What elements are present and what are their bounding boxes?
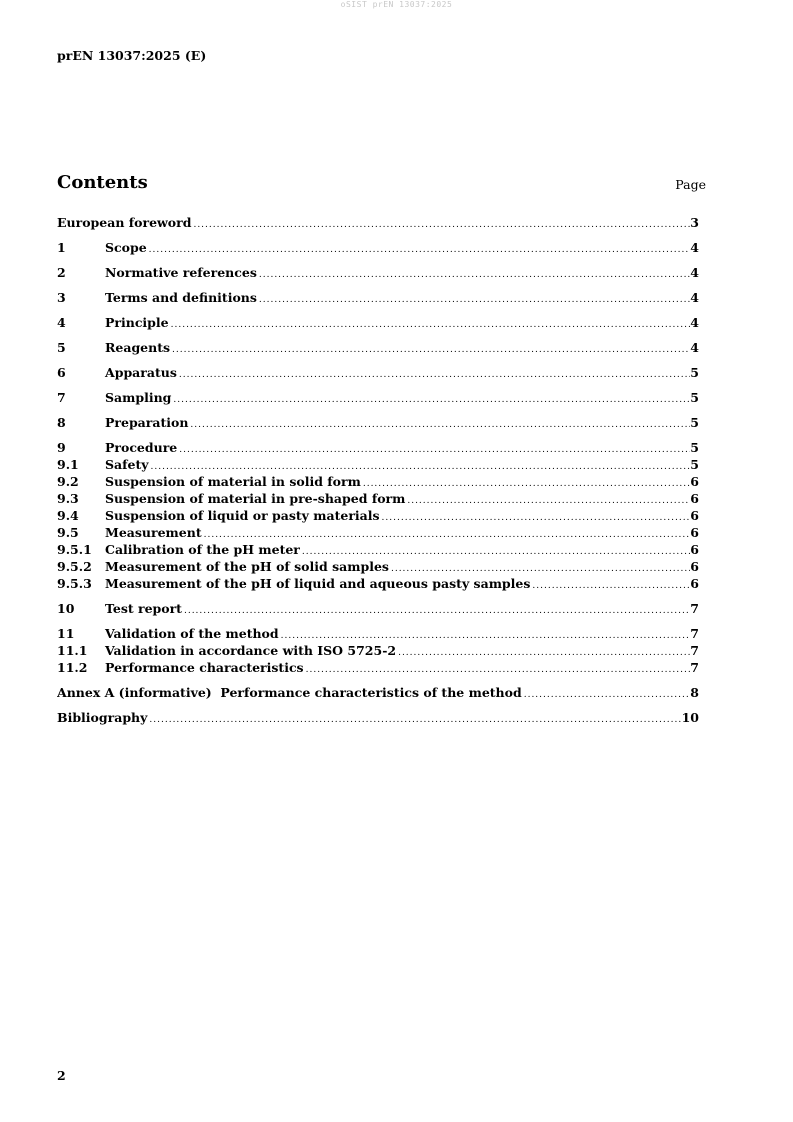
- toc-leader-dots: [380, 510, 691, 524]
- toc-entry-page: 5: [690, 390, 699, 405]
- toc-entry-measurement[interactable]: [57, 524, 699, 541]
- toc-entry-page: 4: [690, 240, 699, 255]
- document-id-header: prEN 13037:2025 (E): [57, 48, 207, 63]
- toc-leader-dots: [188, 417, 690, 431]
- toc-entry-reagents[interactable]: [57, 339, 699, 356]
- toc-entry-page: 4: [690, 315, 699, 330]
- toc-leader-dots: [202, 527, 691, 541]
- toc-leader-dots: [182, 603, 690, 617]
- toc-entry-title: Suspension of material in pre-shaped form: [105, 491, 406, 506]
- toc-entry-title: Bibliography: [57, 710, 148, 725]
- toc-entry-page: 6: [690, 508, 699, 523]
- toc-entry-scope[interactable]: [57, 239, 699, 256]
- toc-leader-dots: [171, 392, 690, 406]
- toc-leader-dots: [170, 342, 690, 356]
- toc-entry-suspension-liquid[interactable]: [57, 507, 699, 524]
- toc-entry-page: 5: [690, 440, 699, 455]
- toc-leader-dots: [147, 712, 681, 726]
- toc-entry-number: 1: [57, 240, 66, 255]
- toc-entry-apparatus[interactable]: [57, 364, 699, 381]
- toc-entry-number: 9.2: [57, 474, 79, 489]
- toc-entry-suspension-solid[interactable]: [57, 473, 699, 490]
- toc-entry-title: Calibration of the pH meter: [105, 542, 300, 557]
- toc-leader-dots: [361, 476, 690, 490]
- toc-entry-title: Safety: [105, 457, 149, 472]
- toc-leader-dots: [522, 687, 691, 701]
- toc-entry-title: Validation of the method: [105, 626, 279, 641]
- toc-leader-dots: [191, 217, 690, 231]
- toc-entry-title: Normative references: [105, 265, 257, 280]
- toc-entry-page: 4: [690, 340, 699, 355]
- toc-entry-page: 6: [690, 474, 699, 489]
- toc-leader-dots: [405, 493, 690, 507]
- toc-entry-number: 9.5.3: [57, 576, 92, 591]
- toc-entry-normative-references[interactable]: [57, 264, 699, 281]
- table-of-contents: [57, 214, 699, 726]
- toc-entry-page: 6: [690, 542, 699, 557]
- toc-entry-page: 3: [690, 215, 699, 230]
- toc-entry-page: 6: [690, 559, 699, 574]
- page-number: 2: [57, 1068, 66, 1083]
- toc-entry-page: 5: [690, 415, 699, 430]
- toc-leader-dots: [530, 578, 690, 592]
- toc-entry-number: 7: [57, 390, 66, 405]
- toc-entry-title: Test report: [105, 601, 182, 616]
- toc-entry-ph-solid-samples[interactable]: [57, 558, 699, 575]
- toc-entry-principle[interactable]: [57, 314, 699, 331]
- toc-entry-number: 4: [57, 315, 66, 330]
- toc-entry-validation-iso[interactable]: [57, 642, 699, 659]
- toc-entry-number: 6: [57, 365, 66, 380]
- toc-entry-title: Preparation: [105, 415, 189, 430]
- toc-entry-page: 6: [690, 491, 699, 506]
- toc-entry-number: 3: [57, 290, 66, 305]
- toc-entry-page: 5: [690, 457, 699, 472]
- toc-entry-number: 2: [57, 265, 66, 280]
- toc-entry-page: 6: [690, 576, 699, 591]
- toc-leader-dots: [304, 662, 691, 676]
- toc-entry-number: 9.5.1: [57, 542, 92, 557]
- toc-entry-foreword[interactable]: [57, 214, 699, 231]
- toc-entry-title: Reagents: [105, 340, 171, 355]
- toc-entry-sampling[interactable]: [57, 389, 699, 406]
- toc-entry-page: 8: [690, 685, 699, 700]
- toc-leader-dots: [279, 628, 691, 642]
- toc-entry-title: Validation in accordance with ISO 5725-2: [105, 643, 397, 658]
- toc-entry-page: 7: [690, 626, 699, 641]
- toc-entry-page: 4: [690, 265, 699, 280]
- toc-entry-number: 9.1: [57, 457, 79, 472]
- toc-entry-page: 4: [690, 290, 699, 305]
- toc-entry-test-report[interactable]: [57, 600, 699, 617]
- toc-entry-number: 9.5.2: [57, 559, 92, 574]
- toc-entry-terms-and-definitions[interactable]: [57, 289, 699, 306]
- toc-entry-title: Sampling: [105, 390, 172, 405]
- toc-entry-title: Suspension of liquid or pasty materials: [105, 508, 380, 523]
- toc-entry-page: 6: [690, 525, 699, 540]
- toc-entry-preparation[interactable]: [57, 414, 699, 431]
- watermark: oSIST prEN 13037:2025: [340, 0, 453, 9]
- toc-entry-procedure[interactable]: [57, 439, 699, 456]
- page-column-label: Page: [675, 177, 706, 192]
- toc-entry-title: Measurement of the pH of solid samples: [105, 559, 389, 574]
- toc-entry-safety[interactable]: [57, 456, 699, 473]
- toc-leader-dots: [177, 367, 690, 381]
- toc-leader-dots: [257, 292, 690, 306]
- toc-entry-number: 9: [57, 440, 66, 455]
- toc-entry-page: 7: [690, 643, 699, 658]
- toc-leader-dots: [177, 442, 690, 456]
- toc-entry-performance-characteristics[interactable]: [57, 659, 699, 676]
- toc-entry-number: 10: [57, 601, 75, 616]
- toc-entry-title: Annex A (informative) Performance characteristics of the method: [57, 685, 522, 700]
- toc-entry-title: Apparatus: [105, 365, 177, 380]
- toc-leader-dots: [389, 561, 690, 575]
- toc-entry-title: European foreword: [57, 215, 192, 230]
- toc-leader-dots: [257, 267, 690, 281]
- toc-entry-page: 7: [690, 660, 699, 675]
- toc-entry-number: 9.5: [57, 525, 79, 540]
- toc-entry-number: 11.2: [57, 660, 88, 675]
- contents-heading: Contents: [57, 172, 148, 193]
- toc-entry-title: Performance characteristics: [105, 660, 304, 675]
- toc-leader-dots: [396, 645, 690, 659]
- toc-entry-page: 5: [690, 365, 699, 380]
- toc-entry-ph-liquid-samples[interactable]: [57, 575, 699, 592]
- toc-leader-dots: [300, 544, 690, 558]
- toc-entry-number: 11: [57, 626, 75, 641]
- toc-entry-number: 5: [57, 340, 66, 355]
- toc-leader-dots: [147, 242, 691, 256]
- toc-entry-number: 9.3: [57, 491, 79, 506]
- toc-entry-number: 8: [57, 415, 66, 430]
- toc-entry-title: Measurement: [105, 525, 202, 540]
- toc-entry-page: 7: [690, 601, 699, 616]
- toc-entry-number: 11.1: [57, 643, 88, 658]
- toc-entry-title: Scope: [105, 240, 147, 255]
- toc-entry-title: Terms and definitions: [105, 290, 257, 305]
- toc-entry-title: Procedure: [105, 440, 178, 455]
- toc-entry-number: 9.4: [57, 508, 79, 523]
- toc-entry-bibliography[interactable]: [57, 709, 699, 726]
- toc-entry-title: Principle: [105, 315, 169, 330]
- toc-leader-dots: [149, 459, 691, 473]
- toc-entry-annex-a[interactable]: [57, 684, 699, 701]
- toc-leader-dots: [169, 317, 691, 331]
- toc-entry-validation[interactable]: [57, 625, 699, 642]
- toc-entry-calibration[interactable]: [57, 541, 699, 558]
- toc-entry-page: 10: [681, 710, 699, 725]
- toc-entry-title: Measurement of the pH of liquid and aqueous pasty samples: [105, 576, 531, 591]
- toc-entry-title: Suspension of material in solid form: [105, 474, 361, 489]
- toc-entry-suspension-pre-shaped[interactable]: [57, 490, 699, 507]
